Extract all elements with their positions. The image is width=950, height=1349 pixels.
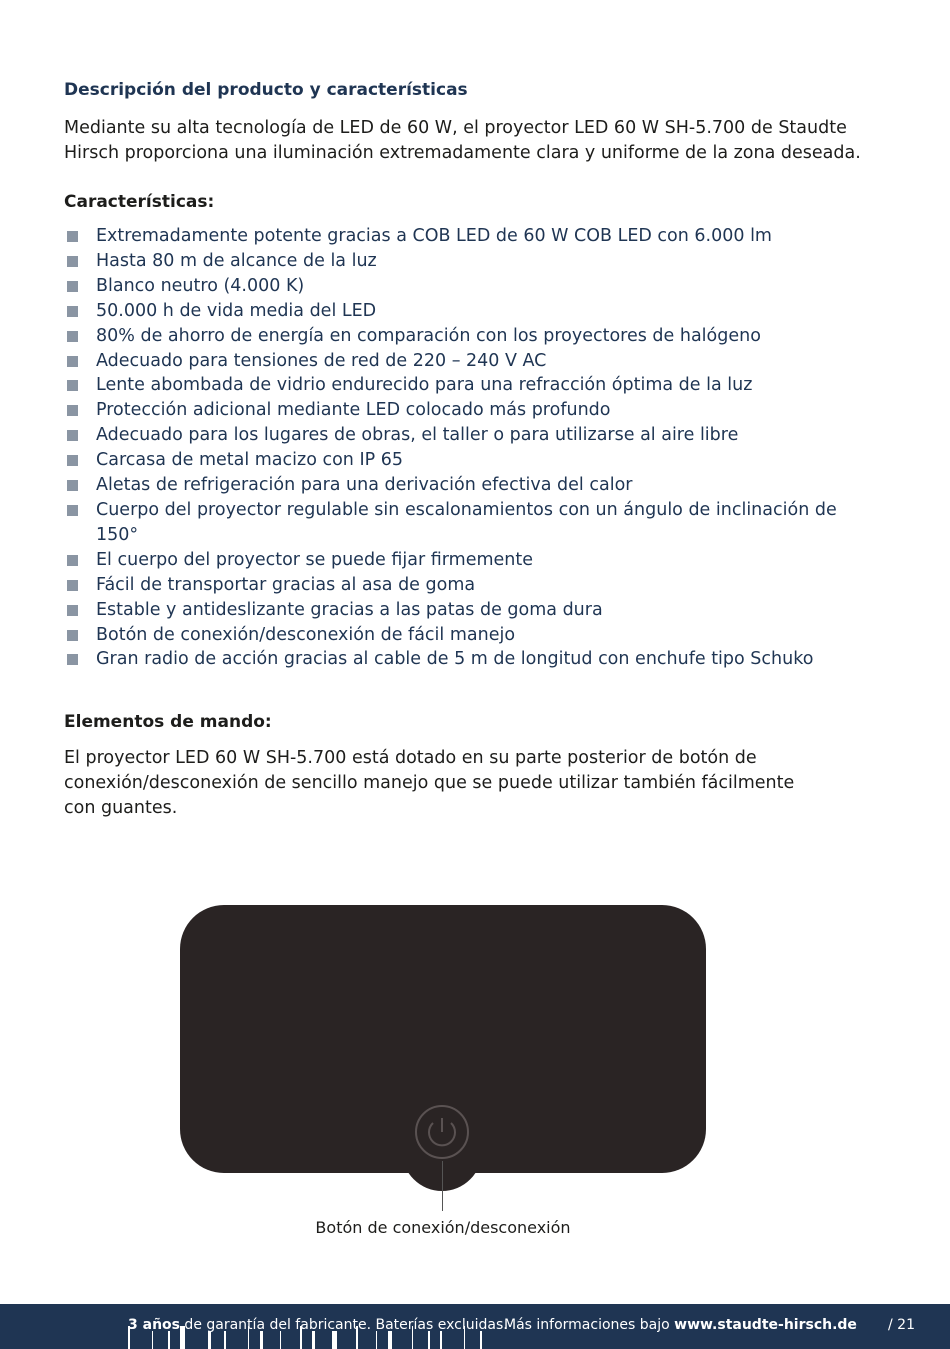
feature-text: El cuerpo del proyector se puede fijar firmemente (96, 549, 534, 570)
barcode-bar (260, 1331, 263, 1349)
feature-text: Adecuado para los lugares de obras, el taller o para utilizarse al aire libre (96, 425, 739, 446)
feature-text: Protección adicional mediante LED colocado más profundo (96, 400, 611, 421)
barcode-bar (312, 1331, 315, 1349)
feature-item (64, 299, 864, 324)
feature-text: Adecuado para tensiones de red de 220 – 240 V AC (96, 350, 547, 371)
square-bullet-icon (67, 331, 78, 342)
square-bullet-icon (67, 480, 78, 491)
feature-text: Hasta 80 m de alcance de la luz (96, 250, 377, 271)
power-icon (414, 1104, 470, 1160)
square-bullet-icon (67, 256, 78, 267)
feature-text: Blanco neutro (4.000 K) (96, 275, 305, 296)
page-number: / 21 (888, 1317, 915, 1333)
feature-text: Fácil de transportar gracias al asa de goma (96, 574, 476, 595)
feature-text: Lente abombada de vidrio endurecido para una refracción óptima de la luz (96, 375, 753, 396)
feature-item (64, 498, 864, 548)
features-list (64, 224, 864, 672)
square-bullet-icon (67, 605, 78, 616)
feature-text: Extremadamente potente gracias a COB LED de 60 W COB LED con 6.000 lm (96, 226, 772, 246)
feature-item (64, 598, 864, 623)
square-bullet-icon (67, 306, 78, 317)
feature-item (64, 423, 864, 448)
website-link[interactable]: www.staudte-hirsch.de (674, 1317, 857, 1333)
square-bullet-icon (67, 356, 78, 367)
square-bullet-icon (67, 455, 78, 466)
controls-paragraph: El proyector LED 60 W SH-5.700 está dotado en su parte posterior de botón de conexión/desconexión de sencillo manejo que se puede utilizar también fácilmente con guantes. (64, 748, 795, 819)
feature-item (64, 274, 864, 299)
feature-text: Carcasa de metal macizo con IP 65 (96, 450, 404, 471)
controls-heading: Elementos de mando: (64, 712, 272, 733)
feature-item (64, 349, 864, 374)
figure-caption: Botón de conexión/desconexión (315, 1218, 571, 1237)
feature-text: 50.000 h de vida media del LED (96, 300, 377, 321)
feature-text: Cuerpo del proyector regulable sin escalonamientos con un ángulo de inclinación de 150° (96, 499, 837, 545)
square-bullet-icon (67, 405, 78, 416)
feature-text: Aletas de refrigeración para una derivación efectiva del calor (96, 475, 633, 496)
square-bullet-icon (67, 580, 78, 591)
barcode-bar (168, 1331, 170, 1349)
feature-item (64, 249, 864, 274)
features-heading: Características: (64, 192, 215, 212)
page-footer (0, 1304, 950, 1349)
barcode-bar (388, 1331, 392, 1349)
square-bullet-icon (67, 380, 78, 391)
barcode-bar (208, 1331, 211, 1349)
barcode-bar (376, 1331, 377, 1349)
section-title: Descripción del producto y características (64, 80, 468, 100)
barcode-bar (480, 1331, 482, 1349)
barcode-bar (152, 1331, 153, 1349)
barcode-bar (440, 1331, 442, 1349)
warranty-note (128, 1317, 508, 1333)
more-info-prefix: Más informaciones bajo (504, 1317, 675, 1333)
square-bullet-icon (67, 430, 78, 441)
barcode-bar (428, 1331, 430, 1349)
feature-text: Botón de conexión/desconexión de fácil manejo (96, 624, 516, 645)
callout-line (442, 1161, 443, 1211)
warranty-years: 3 años (128, 1317, 180, 1333)
feature-item (64, 448, 864, 473)
feature-item (64, 398, 864, 423)
square-bullet-icon (67, 505, 78, 516)
feature-item (64, 647, 864, 672)
barcode-bar (332, 1331, 337, 1349)
feature-text: Estable y antideslizante gracias a las patas de goma dura (96, 599, 603, 620)
barcode-bar (280, 1331, 281, 1349)
feature-item (64, 373, 864, 398)
feature-item (64, 573, 864, 598)
feature-item (64, 324, 864, 349)
feature-item (64, 623, 864, 648)
feature-item (64, 548, 864, 573)
barcode-bar (224, 1331, 226, 1349)
square-bullet-icon (67, 630, 78, 641)
square-bullet-icon (67, 555, 78, 566)
device-illustration (180, 905, 706, 1225)
more-info (504, 1317, 857, 1333)
feature-text: Gran radio de acción gracias al cable de 5 m de longitud con enchufe tipo Schuko (96, 649, 814, 670)
warranty-text: de garantía del fabricante. Baterías excluidas. (179, 1317, 508, 1333)
square-bullet-icon (67, 231, 78, 242)
feature-text: 80% de ahorro de energía en comparación con los proyectores de halógeno (96, 325, 761, 346)
square-bullet-icon (67, 281, 78, 292)
feature-item (64, 224, 864, 249)
feature-item (64, 473, 864, 498)
square-bullet-icon (67, 654, 78, 665)
page-content (64, 80, 864, 821)
intro-paragraph: Mediante su alta tecnología de LED de 60 W, el proyector LED 60 W SH-5.700 de Staudte Hirsch proporciona una iluminación extremadamente clara y uniforme de la zona deseada. (64, 118, 861, 163)
